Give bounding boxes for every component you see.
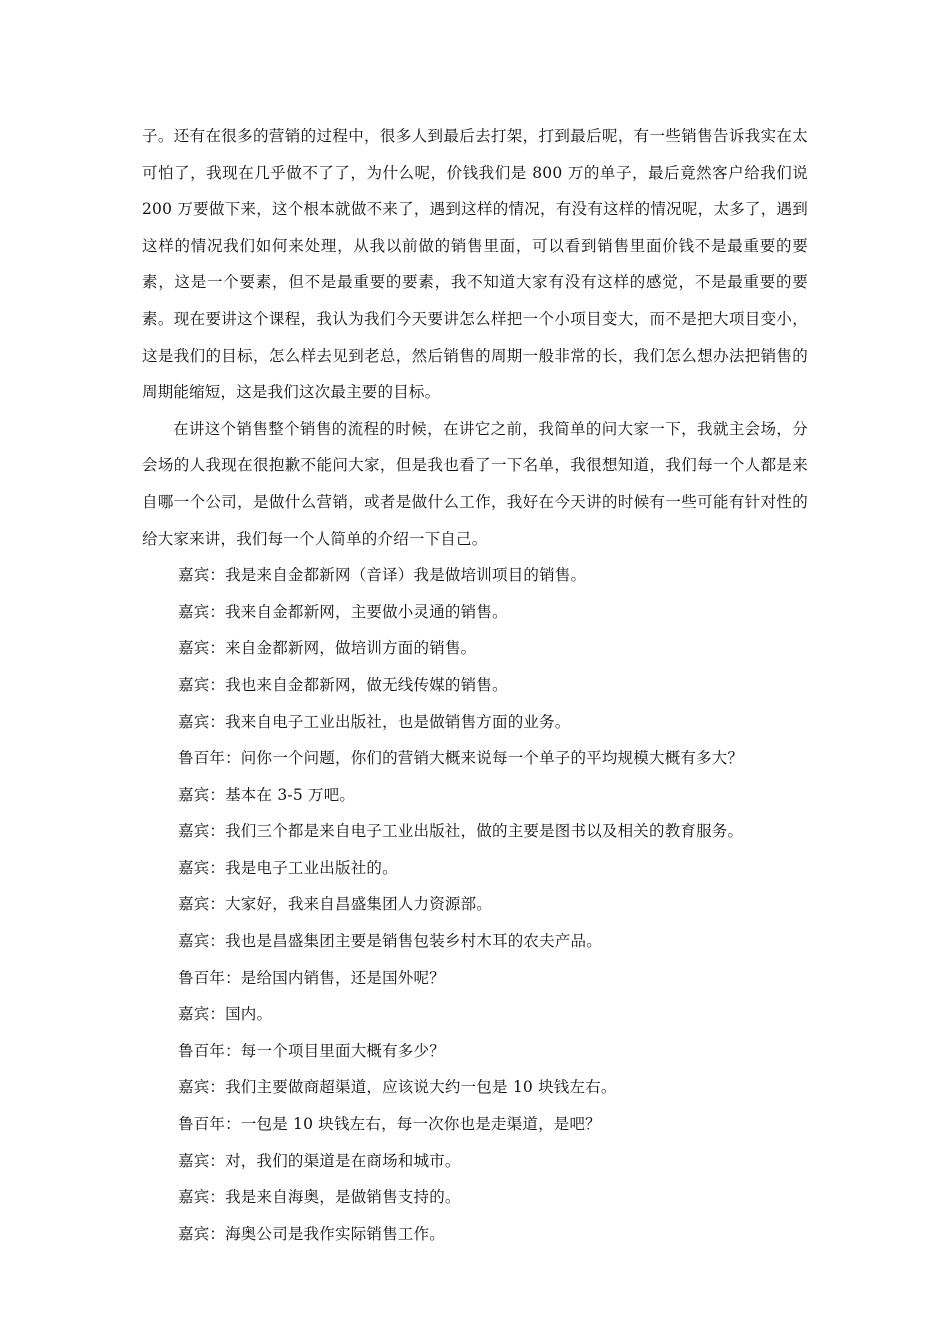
dialogue-line: 嘉宾：海奥公司是我作实际销售工作。 [178,1224,445,1243]
dialogue-line: 嘉宾：我们主要做商超渠道，应该说大约一包是 10 块钱左右。 [178,1078,617,1097]
dialogue-line: 嘉宾：我也来自金都新网，做无线传媒的销售。 [178,675,508,694]
body-paragraph: 子。还有在很多的营销的过程中，很多人到最后去打架，打到最后呢，有一些销售告诉我实在太可怕了，我现在几乎做不了了，为什么呢，价钱我们是 800 万的单子，最后竟然客户给我们说 200 万要做下来，这个根本就做不来了，遇到这样的情况，有没有这样的情况呢，太多了，遇到这样的情况我们如何来处理，从我以前做的销售里面，可以看到销售里面价钱不是最重要的要素，这是一个要素，但不是最重要的要素，我不知道大家有没有这样的感觉，不是最重要的要素。现在要讲这个课程，我认为我们今天要讲怎么样把一个小项目变大，而不是把大项目变小，这是我们的目标，怎么样去见到老总，然后销售的周期一般非常的长，我们怎么想办法把销售的周期能缩短，这是我们这次最主要的目标。 [142,127,808,402]
dialogue-line: 鲁百年：每一个项目里面大概有多少？ [178,1041,445,1060]
dialogue-line: 嘉宾：我是来自海奥，是做销售支持的。 [178,1188,461,1207]
dialogue-line: 嘉宾：我是电子工业出版社的。 [178,858,398,877]
document-body [142,118,808,1252]
dialogue-line: 嘉宾：大家好，我来自昌盛集团人力资源部。 [178,895,493,914]
dialogue-line: 鲁百年：一包是 10 块钱左右，每一次你也是走渠道，是吧？ [178,1115,601,1134]
dialogue-line: 嘉宾：我也是昌盛集团主要是销售包装乡村木耳的农夫产品。 [178,932,602,951]
dialogue-line: 嘉宾：我来自电子工业出版社，也是做销售方面的业务。 [178,712,571,731]
dialogue-line: 嘉宾：我来自金都新网，主要做小灵通的销售。 [178,602,508,621]
dialogue-line: 嘉宾：基本在 3-5 万吧。 [178,785,356,804]
dialogue-line: 嘉宾：来自金都新网，做培训方面的销售。 [178,639,477,658]
body-paragraph: 在讲这个销售整个销售的流程的时候，在讲它之前，我简单的问大家一下，我就主会场，分会场的人我现在很抱歉不能问大家，但是我也看了一下名单，我很想知道，我们每一个人都是来自哪一个公司，是做什么营销，或者是做什么工作，我好在今天讲的时候有一些可能有针对性的给大家来讲，我们每一个人简单的介绍一下自己。 [142,419,808,548]
dialogue-line: 鲁百年：问你一个问题，你们的营销大概来说每一个单子的平均规模大概有多大？ [178,749,744,768]
dialogue-line: 鲁百年：是给国内销售，还是国外呢？ [178,968,445,987]
dialogue-line: 嘉宾：我是来自金都新网（音译）我是做培训项目的销售。 [178,566,587,585]
dialogue-line: 嘉宾：国内。 [178,1005,273,1024]
dialogue-line: 嘉宾：对，我们的渠道是在商场和城市。 [178,1151,461,1170]
dialogue-line: 嘉宾：我们三个都是来自电子工业出版社，做的主要是图书以及相关的教育服务。 [178,822,744,841]
